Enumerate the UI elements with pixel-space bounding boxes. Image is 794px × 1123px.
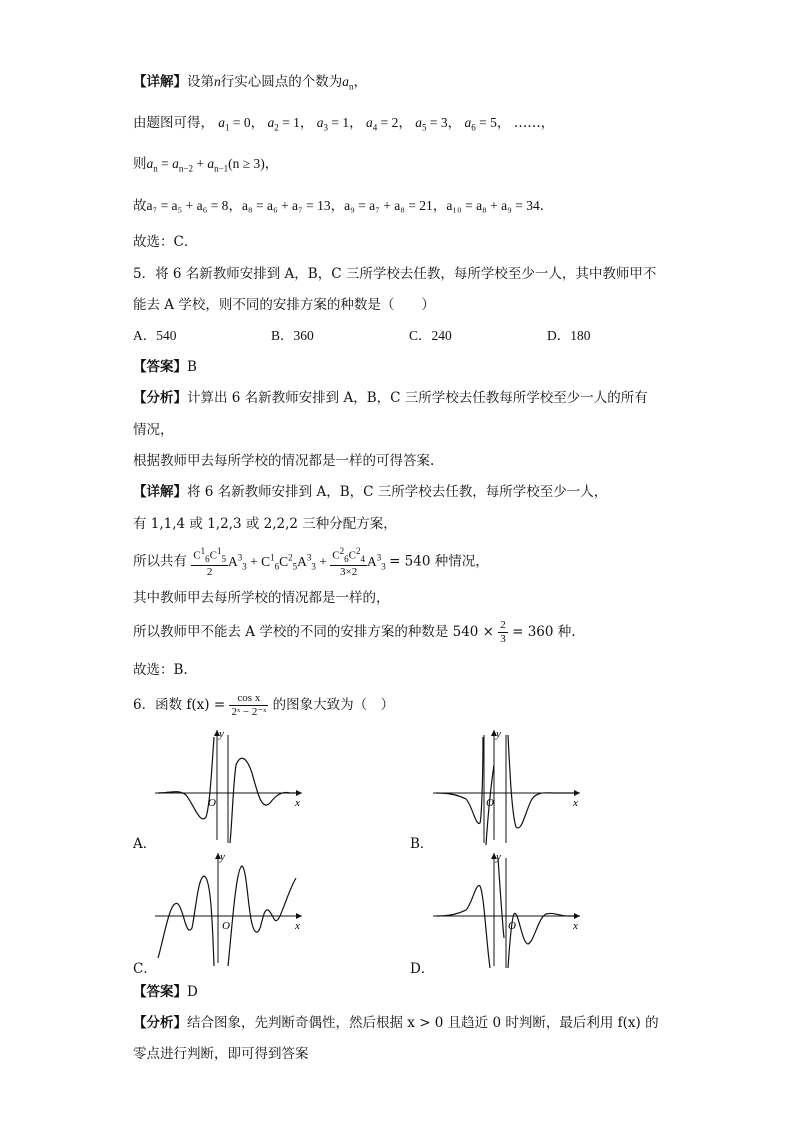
formula-frac-3: $\frac{2}{3}$	[500, 619, 506, 645]
q5-analysis-1: 【分析】计算出 6 名新教师安排到 A，B，C 三所学校去任教每所学校至少一人的所有	[133, 390, 648, 406]
q5-detail-2: 有 1,1,4 或 1,2,3 或 2,2,2 三种分配方案，	[133, 516, 397, 532]
detail-line-4: 故a₇ = a₅ + a₆ = 8，a₈ = a₆ + a₇ = 13，a₉ = a₇ + a₈ = 21，a₁₀ = a₈ + a₉ = 34．	[133, 198, 554, 213]
q5-options	[133, 326, 591, 346]
detail-choice: 故选：C．	[133, 234, 198, 250]
sequence-values: $a_1 = 0$， $a_2 = 1$， $a_3 = 1$， $a_4 = 2$， $a_5 = 3$， $a_6 = 5$，	[218, 115, 514, 133]
axis-x-label: x	[295, 797, 300, 809]
origin-label: O	[486, 797, 494, 809]
axis-x-label: x	[573, 797, 578, 809]
axis-x-label: x	[573, 920, 578, 932]
q5-stem-2: 能去 A 学校，则不同的安排方案的种数是（ ）	[133, 297, 435, 313]
q5-option-c: C．240	[409, 328, 452, 343]
detail-tag: 【详解】	[133, 74, 187, 90]
q6-analysis-1: 【分析】结合图象，先判断奇偶性，然后根据 x > 0 且趋近 0 时判断，最后利用 f(x) 的	[133, 1015, 659, 1031]
formula-frac-2: $\frac{C^2_6C^2_4}{3\times 2}$	[332, 545, 365, 579]
origin-label: O	[508, 920, 516, 932]
detail-line-1: 【详解】设第n行实心圆点的个数为$a_n$，	[133, 74, 367, 92]
axis-y-label: y	[496, 728, 501, 740]
origin-label: O	[208, 797, 216, 809]
graph-b	[428, 725, 588, 845]
q6-stem: 6．函数 f(x) = $\frac{\text{cos x}}{\text{2ˣ − 2⁻ˣ}}$ 的图象大致为（ ）	[133, 692, 395, 718]
axis-x-label: x	[295, 920, 300, 932]
q5-option-a: A．540	[133, 328, 177, 343]
q5-answer: 【答案】B	[133, 359, 197, 375]
q5-detail-3: 所以共有 $\frac{C^1_6C^1_5}{2}$ $A^3_3 + C^1_6C^2_5A^3_3$ + $\frac{C^2_6C^2_4}{3\times 2}$ $A^3_3 = 540$ 种情况，	[133, 545, 489, 579]
axis-y-label: y	[220, 851, 225, 863]
graph-d	[428, 848, 588, 972]
q6-analysis-2: 零点进行判断，即可得到答案	[133, 1046, 309, 1062]
graph-d-label: D．	[410, 961, 435, 977]
detail-line-2: 由题图可得， $a_1 = 0$， $a_2 = 1$， $a_3 = 1$， $a_4 = 2$， $a_5 = 3$， $a_6 = 5$， ……，	[133, 115, 555, 133]
formula-frac-1: $\frac{C^1_6C^1_5}{2}$	[193, 545, 226, 579]
graph-a	[150, 725, 310, 845]
axis-y-label: y	[496, 851, 501, 863]
q5-stem-1: 5．将 6 名新教师安排到 A，B，C 三所学校去任教，每所学校至少一人，其中教师甲不	[133, 266, 657, 282]
graph-a-label: A．	[133, 836, 157, 852]
q5-choice: 故选：B.	[133, 662, 188, 678]
q5-option-d: D．180	[547, 328, 591, 343]
graph-c-label: C．	[133, 961, 157, 977]
q5-analysis-2: 情况，	[133, 422, 174, 438]
axis-y-label: y	[219, 728, 224, 740]
graph-c	[150, 848, 310, 968]
q5-detail-5: 所以教师甲不能去 A 学校的不同的安排方案的种数是 540 × $\frac{2}{3}$ = 360 种.	[133, 619, 576, 645]
graph-b-label: B．	[410, 836, 434, 852]
q5-detail-1: 【详解】将 6 名新教师安排到 A，B，C 三所学校去任教，每所学校至少一人，	[133, 484, 608, 500]
q5-analysis-3: 根据教师甲去每所学校的情况都是一样的可得答案.	[133, 453, 435, 469]
q5-detail-4: 其中教师甲去每所学校的情况都是一样的，	[133, 590, 390, 606]
q6-answer: 【答案】D	[133, 984, 198, 1000]
q6-formula: $\frac{\text{cos x}}{\text{2ˣ − 2⁻ˣ}}$	[231, 692, 267, 718]
detail-line-3: 则$a_n = a_{n-2} + a_{n-1}(n \ge 3)$，	[133, 156, 279, 174]
origin-label: O	[222, 920, 230, 932]
q5-option-b: B．360	[271, 328, 314, 343]
